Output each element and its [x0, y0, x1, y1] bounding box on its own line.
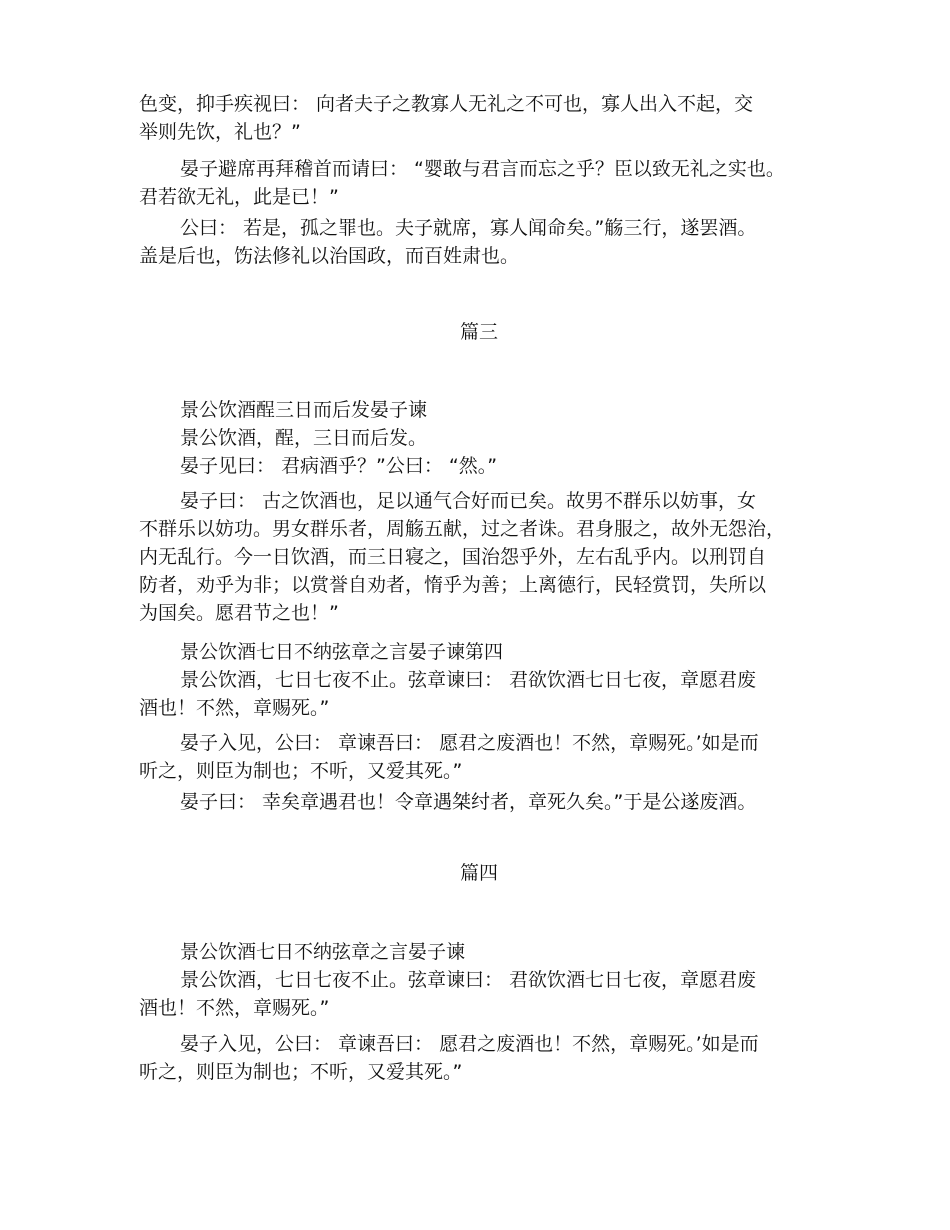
text-line: 酒也！不然，章赐死。”: [139, 997, 330, 1019]
text-line: 景公饮酒，酲，三日而后发。: [180, 427, 428, 449]
text-line: 晏子入见，公曰： 章谏吾曰： 愿君之废酒也！不然，章赐死。’如是而: [180, 1033, 759, 1055]
section4-paragraph-a: [139, 938, 819, 1022]
paragraph-gong-reply: [139, 214, 819, 270]
section-title-3: 篇三: [459, 321, 498, 343]
text-line: 景公饮酒七日不纳弦章之言晏子谏第四: [180, 641, 504, 663]
text-line: 景公饮酒酲三日而后发晏子谏: [180, 399, 428, 421]
text-line: 色变，抑手疾视曰： 向者夫子之教寡人无礼之不可也，寡人出入不起，交: [139, 93, 754, 115]
text-line: 晏子曰： 幸矣章遇君也！令章遇桀纣者，章死久矣。”于是公遂废酒。: [180, 791, 757, 813]
paragraph-continuation: [139, 90, 819, 146]
section4-paragraph-b: [139, 1030, 819, 1086]
text-line: 公曰： 若是，孤之罪也。夫子就席，寡人闻命矣。”觞三行，遂罢酒。: [180, 217, 757, 239]
text-line: 晏子见曰： 君病酒乎？”公曰： “然。”: [180, 455, 498, 477]
section3-paragraph-e: [139, 788, 819, 816]
text-line: 酒也！不然，章赐死。”: [139, 697, 330, 719]
text-line: 盖是后也，饬法修礼以治国政，而百姓肃也。: [139, 245, 520, 267]
text-line: 听之，则臣为制也；不听，又爱其死。”: [139, 760, 463, 782]
text-line: 晏子入见，公曰： 章谏吾曰： 愿君之废酒也！不然，章赐死。’如是而: [180, 732, 759, 754]
paragraph-yanzi-reply: [139, 155, 819, 211]
section3-paragraph-b: [139, 487, 819, 627]
text-line: 为国矣。愿君节之也！”: [139, 602, 339, 624]
text-line: 不群乐以妨功。男女群乐者，周觞五献，过之者诛。君身服之，故外无怨治，: [139, 518, 786, 540]
text-line: 听之，则臣为制也；不听，又爱其死。”: [139, 1061, 463, 1083]
text-line: 举则先饮，礼也？”: [139, 121, 301, 143]
text-line: 防者，劝乎为非；以赏誉自劝者，惰乎为善；上离德行，民轻赏罚，失所以: [139, 574, 767, 596]
text-line: 晏子避席再拜稽首而请曰： “婴敢与君言而忘之乎？臣以致无礼之实也。: [180, 158, 785, 180]
text-line: 景公饮酒七日不纳弦章之言晏子谏: [180, 941, 466, 963]
text-line: 君若欲无礼，此是已！”: [139, 186, 339, 208]
text-line: 晏子曰： 古之饮酒也，足以通气合好而已矣。故男不群乐以妨事，女: [180, 490, 757, 512]
section3-paragraph-d: [139, 729, 819, 785]
text-line: 内无乱行。今一日饮酒，而三日寝之，国治怨乎外，左右乱乎内。以刑罚自: [139, 546, 767, 568]
section3-paragraph-c: [139, 638, 819, 722]
text-line: 景公饮酒，七日七夜不止。弦章谏曰： 君欲饮酒七日七夜，章愿君废: [180, 969, 757, 991]
section-title-4: 篇四: [459, 862, 498, 884]
text-line: 景公饮酒，七日七夜不止。弦章谏曰： 君欲饮酒七日七夜，章愿君废: [180, 669, 757, 691]
section3-intro: [139, 396, 819, 480]
